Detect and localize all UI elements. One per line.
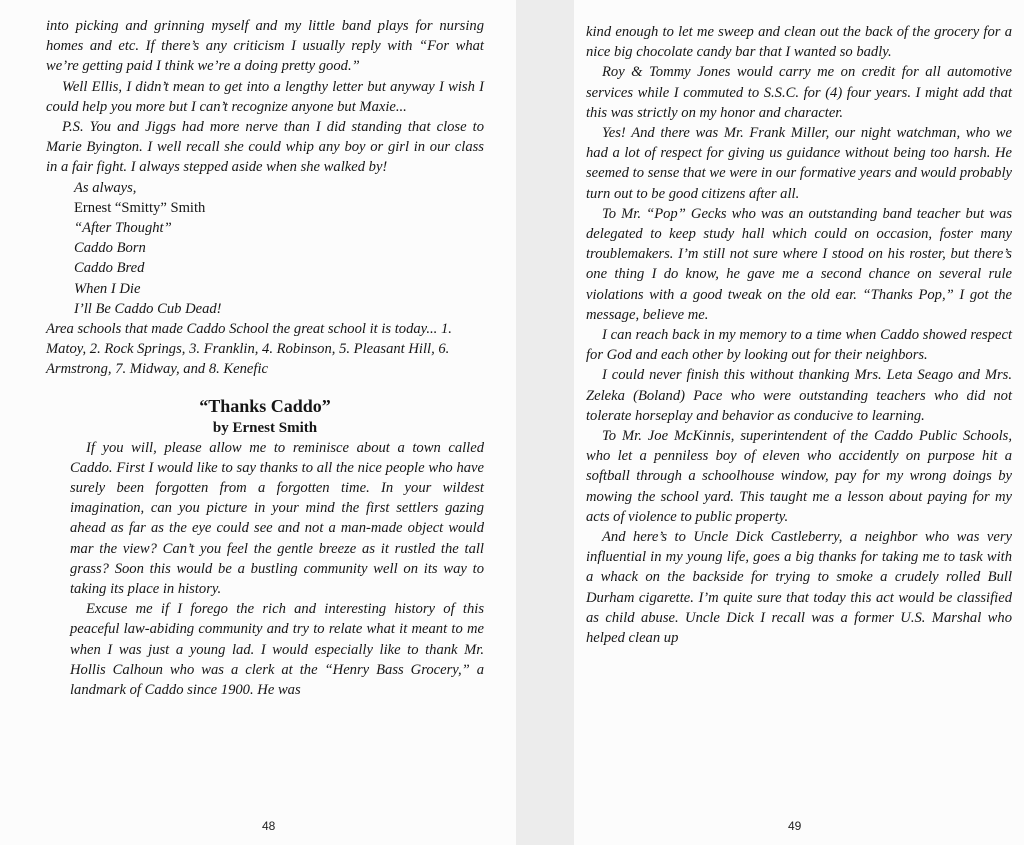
right-text-column [586, 22, 1012, 648]
poem-line: When I Die [74, 280, 141, 297]
poem-line: “After Thought” [74, 220, 172, 237]
article-paragraph: To Mr. Joe McKinnis, superintendent of the Caddo Public Schools, who let a penniless boy of eleven who accidently on purpose hit a softball through a schoolhouse window, pay for my wrong doings by mowing the school yard. This taught me a lesson about paying for my acts of violence to public property. [586, 428, 1012, 525]
page-number: 48 [262, 819, 276, 833]
article-byline: by Ernest Smith [212, 419, 318, 436]
article-paragraph: If you will, please allow me to reminisce about a town called Caddo. First I would like to say thanks to all the nice people who have surely been forgotten from a forgotten time. In your wildest imagination, can you picture in your mind the first settlers gazing ahead as far as the eye could see and not a man-made object would mar the view? Can’t you feel the gentle breeze as it rustled the tall grass? Soon this would be a bustling community well on its way to taking its place in history. [70, 439, 484, 598]
postscript-paragraph: P.S. You and Jiggs had more nerve than I did standing that close to Marie Byington. I well recall she could whip any boy or girl in our class in a fair fight. I always stepped aside when she walked by! [46, 119, 484, 176]
article-paragraph: And here’s to Uncle Dick Castleberry, a neighbor who was very influential in my young life, goes a big thanks for taking me to task with a whack on the backside for trying to smoke a crudely rolled Bull Durham cigarette. I’m quite sure that today this act would be classified as child abuse. Uncle Dick I recall was a former U.S. Marshal who helped clean up [586, 529, 1012, 647]
letter-closing: As always, [74, 179, 137, 196]
article-paragraph: Excuse me if I forego the rich and interesting history of this peaceful law-abiding community and try to relate what it meant to me when I was just a young lad. I would especially like to thank Mr. Hollis Calhoun who was a clerk at the “Henry Bass Grocery,” a landmark of Caddo since 1900. He was [70, 601, 484, 699]
poem-line: Caddo Born [74, 240, 146, 257]
article-body [46, 438, 484, 701]
article-paragraph: kind enough to let me sweep and clean out the back of the grocery for a nice big chocolate candy bar that I wanted so badly. [586, 24, 1012, 61]
letter-paragraph: into picking and grinning myself and my little band plays for nursing homes and etc. If there’s any criticism I usually reply with “For what we’re getting paid I think we’re a doing pretty good.” [46, 18, 484, 75]
letter-paragraph: Well Ellis, I didn’t mean to get into a lengthy letter but anyway I wish I could help you more but I can’t recognize anyone but Maxie... [46, 78, 484, 115]
article-title: “Thanks Caddo” [199, 395, 331, 416]
poem-line: I’ll Be Caddo Cub Dead! [74, 300, 222, 317]
page-number: 49 [788, 819, 802, 833]
article-paragraph: I could never finish this without thanking Mrs. Leta Seago and Mrs. Zeleka (Boland) Pace who were outstanding teachers who did not tolerate horseplay and behavior as conducive to learning. [586, 367, 1012, 424]
left-text-column [46, 16, 484, 700]
poem-line: Caddo Bred [74, 260, 145, 277]
article-paragraph: I can reach back in my memory to a time when Caddo showed respect for God and each other by looking out for their neighbors. [586, 327, 1012, 364]
area-schools-paragraph: Area schools that made Caddo School the great school it is today... 1. Matoy, 2. Rock Springs, 3. Franklin, 4. Robinson, 5. Pleasant Hill, 6. Armstrong, 7. Midway, and 8. Kenefic [46, 321, 452, 378]
article-paragraph: Roy & Tommy Jones would carry me on credit for all automotive services while I commuted to S.S.C. for (4) four years. I might add that this was strictly on my honor and character. [586, 64, 1012, 121]
right-page [574, 0, 1024, 845]
letter-signature: Ernest “Smitty” Smith [74, 199, 206, 216]
article-paragraph: Yes! And there was Mr. Frank Miller, our night watchman, who we had a lot of respect for giving us guidance without being too harsh. He seemed to sense that we were in our formative years and would probably turn out to be good citizens after all. [586, 125, 1012, 202]
article-paragraph: To Mr. “Pop” Gecks who was an outstanding band teacher but was delegated to keep study hall which could on occasion, foster many troublemakers. I’m still not sure where I stood on his roster, but there’s one thing I do know, he gave me a second chance on several rule violations with a good tweak on the old ear. “Thanks Pop,” I got the message, believe me. [586, 205, 1012, 323]
